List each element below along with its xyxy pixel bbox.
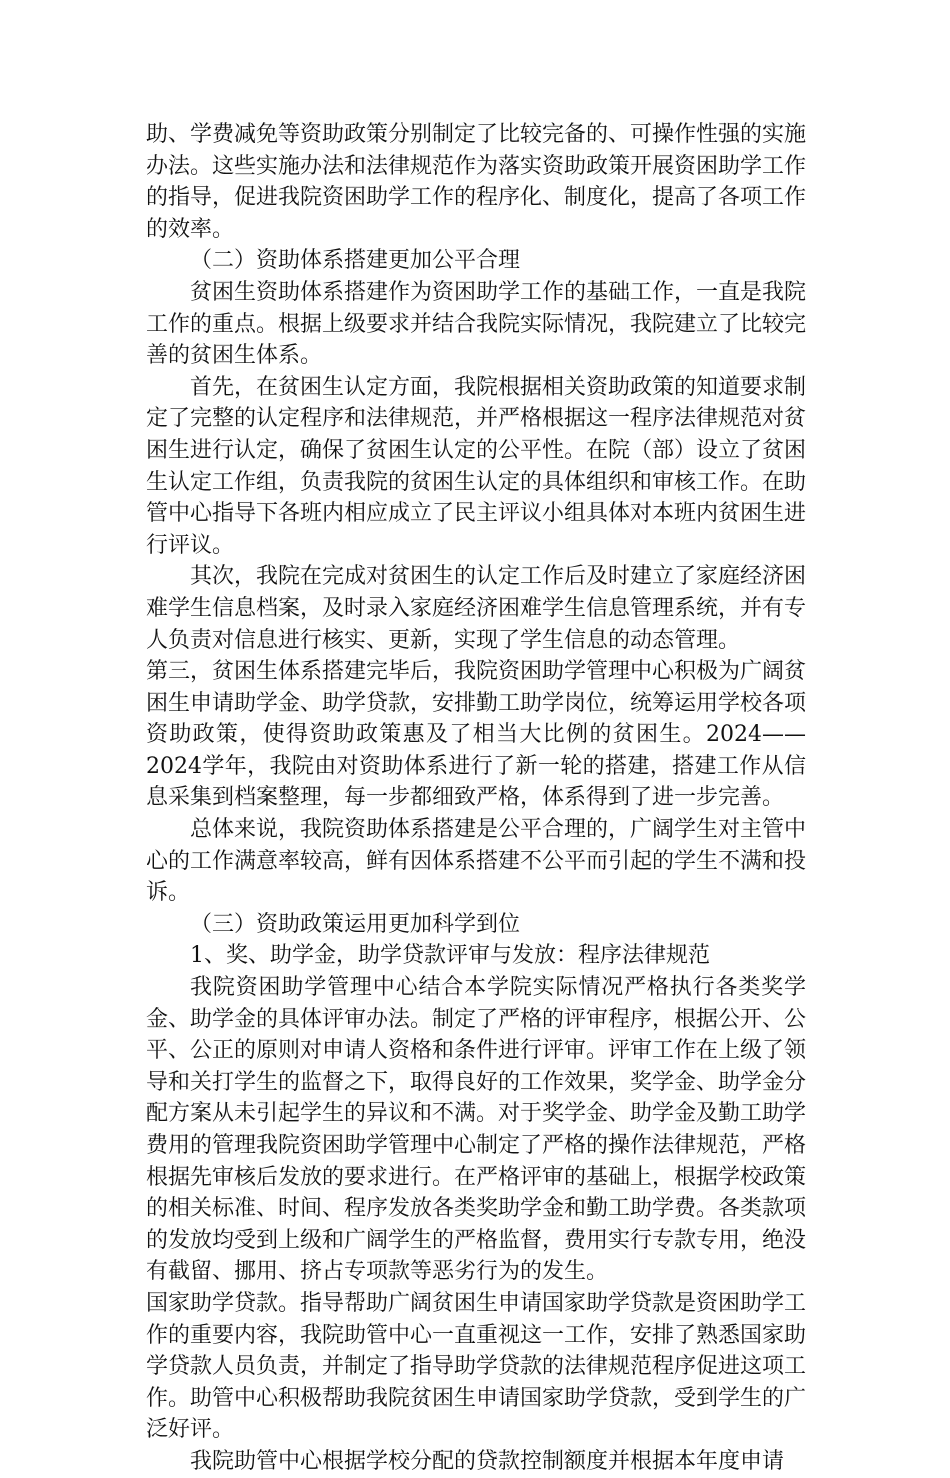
paragraph: 我院资困助学管理中心结合本学院实际情况严格执行各类奖学金、助学金的具体评审办法。制定了严格的评审程序，根据公开、公平、公正的原则对申请人资格和条件进行评审。评审工作在上级了领导和关打学生的监督之下，取得良好的工作效果，奖学金、助学金分配方案从未引起学生的异议和不满。对于奖学金、助学金及勤工助学费用的管理我院资困助学管理中心制定了严格的操作法律规范，严格根据先审核后发放的要求进行。在严格评审的基础上，根据学校政策的相关标准、时间、程序发放各类奖助学金和勤工助学费。各类款项的发放均受到上级和广阔学生的严格监督，费用实行专款专用，绝没有截留、挪用、挤占专项款等恶劣行为的发生。	[146, 975, 807, 1285]
paragraph: 贫困生资助体系搭建作为资困助学工作的基础工作，一直是我院工作的重点。根据上级要求并结合我院实际情况，我院建立了比较完善的贫困生体系。	[146, 279, 807, 369]
section-heading: （二）资助体系搭建更加公平合理	[190, 248, 521, 274]
paragraph: 助、学费减免等资助政策分别制定了比较完备的、可操作性强的实施办法。这些实施办法和法律规范作为落实资助政策开展资困助学工作的指导，促进我院资困助学工作的程序化、制度化，提高了各项工作的效率。	[146, 122, 807, 242]
paragraph: 我院助管中心根据学校分配的贷款控制额度并根据本年度申请	[190, 1448, 785, 1474]
document-body	[146, 119, 806, 1478]
paragraph: 第三，贫困生体系搭建完毕后，我院资困助学管理中心积极为广阔贫困生申请助学金、助学贷款，安排勤工助学岗位，统筹运用学校各项资助政策，使得资助政策惠及了相当大比例的贫困生。2024——2024学年，我院由对资助体系进行了新一轮的搭建，搭建工作从信息采集到档案整理，每一步都细致严格，体系得到了进一步完善。	[146, 659, 807, 811]
paragraph: 首先，在贫困生认定方面，我院根据相关资助政策的知道要求制定了完整的认定程序和法律规范，并严格根据这一程序法律规范对贫困生进行认定，确保了贫困生认定的公平性。在院（部）设立了贫困生认定工作组，负责我院的贫困生认定的具体组织和审核工作。在助管中心指导下各班内相应成立了民主评议小组具体对本班内贫困生进行评议。	[146, 374, 807, 558]
subsection-heading: 1、奖、助学金，助学贷款评审与发放：程序法律规范	[190, 943, 710, 969]
paragraph: 国家助学贷款。指导帮助广阔贫困生申请国家助学贷款是资困助学工作的重要内容，我院助管中心一直重视这一工作，安排了熟悉国家助学贷款人员负责，并制定了指导助学贷款的法律规范程序促进这项工作。助管中心积极帮助我院贫困生申请国家助学贷款，受到学生的广泛好评。	[146, 1290, 807, 1443]
section-heading: （三）资助政策运用更加科学到位	[190, 911, 521, 937]
paragraph: 其次，我院在完成对贫困生的认定工作后及时建立了家庭经济困难学生信息档案，及时录入家庭经济困难学生信息管理系统，并有专人负责对信息进行核实、更新，实现了学生信息的动态管理。	[146, 564, 807, 653]
paragraph: 总体来说，我院资助体系搭建是公平合理的，广阔学生对主管中心的工作满意率较高，鲜有因体系搭建不公平而引起的学生不满和投诉。	[146, 817, 807, 906]
